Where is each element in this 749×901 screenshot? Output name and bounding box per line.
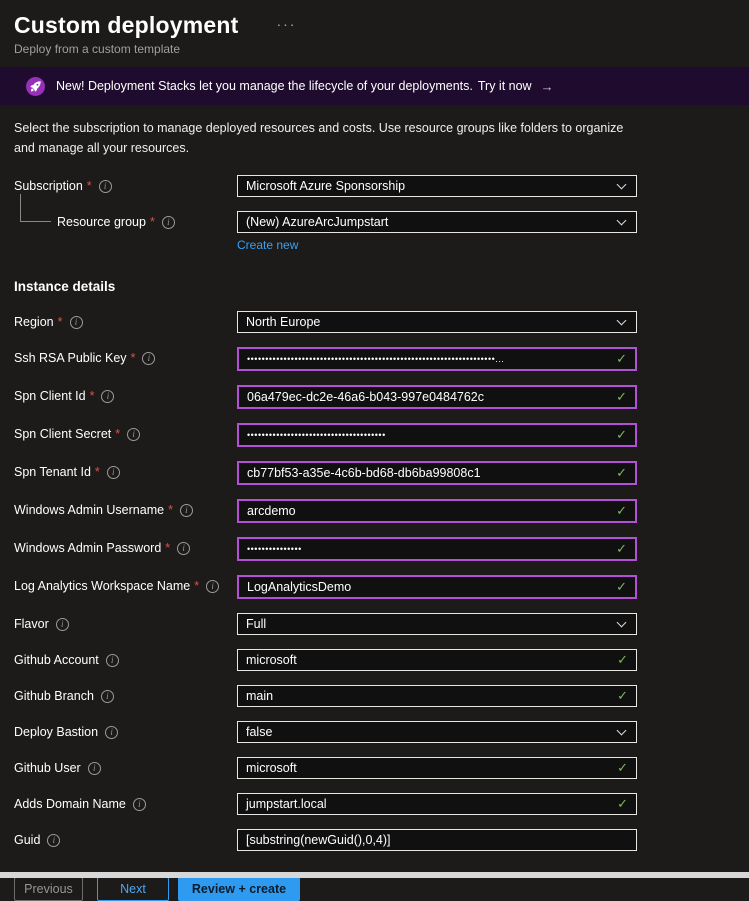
required-asterisk: * [89, 389, 95, 403]
field-control-cell [237, 757, 637, 779]
deploy-bastion-label: Deploy Bastion [14, 725, 99, 739]
chevron-down-icon [617, 315, 627, 325]
required-asterisk: * [165, 541, 171, 555]
github-user-value: microsoft [246, 761, 297, 775]
info-icon[interactable]: i [142, 352, 155, 365]
bottom-scrollbar[interactable] [0, 872, 749, 878]
banner-try-it-now-link[interactable]: Try it now [477, 79, 532, 93]
log-analytics-workspace-name-value: LogAnalyticsDemo [247, 580, 352, 594]
tree-connector [20, 194, 51, 222]
info-icon[interactable]: i [133, 798, 146, 811]
spn-client-id-value: 06a479ec-dc2e-46a6-b043-997e0484762c [247, 390, 485, 404]
field-label-cell [14, 423, 237, 445]
info-icon[interactable]: i [177, 542, 190, 555]
github-account-value: microsoft [246, 653, 297, 667]
valid-check-icon: ✓ [617, 796, 628, 811]
field-label-cell [14, 793, 237, 815]
previous-button[interactable]: Previous [14, 877, 83, 901]
required-asterisk: * [86, 179, 92, 193]
review-create-button[interactable]: Review + create [178, 877, 300, 901]
field-row-github-branch [14, 685, 735, 707]
guid-label: Guid [14, 833, 41, 847]
field-control-cell [237, 423, 637, 447]
valid-check-icon: ✓ [616, 579, 627, 594]
adds-domain-name-input[interactable] [237, 793, 637, 815]
field-row-github-user [14, 757, 735, 779]
flavor-dropdown[interactable] [237, 613, 637, 635]
ssh-rsa-public-key-value: ••••••••••••••••••••••••••••••••••••••••••••••••••••••••••••••••••••... [247, 354, 505, 364]
field-label-cell [14, 649, 237, 671]
more-options-icon[interactable]: ··· [276, 16, 297, 32]
field-control-cell [237, 613, 637, 635]
log-analytics-workspace-name-label: Log Analytics Workspace Name [14, 579, 191, 593]
required-asterisk: * [115, 427, 121, 441]
field-label-cell [14, 537, 237, 559]
info-icon[interactable]: i [70, 316, 83, 329]
next-button[interactable]: Next [97, 877, 169, 901]
field-row-github-account [14, 649, 735, 671]
github-user-label: Github User [14, 761, 81, 775]
windows-admin-username-input[interactable] [237, 499, 637, 523]
ssh-rsa-public-key-label: Ssh RSA Public Key [14, 351, 127, 365]
field-label-cell [14, 311, 237, 333]
field-row-flavor [14, 613, 735, 635]
adds-domain-name-label: Adds Domain Name [14, 797, 126, 811]
windows-admin-username-label: Windows Admin Username [14, 503, 165, 517]
info-icon[interactable]: i [88, 762, 101, 775]
field-label-cell [14, 385, 237, 407]
github-account-input[interactable] [237, 649, 637, 671]
field-row-windows-admin-password [14, 537, 735, 561]
info-icon[interactable]: i [101, 690, 114, 703]
deploy-bastion-dropdown[interactable] [237, 721, 637, 743]
windows-admin-password-value: ••••••••••••••• [247, 544, 302, 554]
info-icon[interactable]: i [107, 466, 120, 479]
valid-check-icon: ✓ [616, 503, 627, 518]
instance-details-form [14, 311, 735, 851]
deployment-stacks-banner[interactable] [0, 67, 749, 105]
resource-group-dropdown[interactable] [237, 211, 637, 233]
field-control-cell [237, 537, 637, 561]
field-label-cell [14, 575, 237, 597]
field-row-windows-admin-username [14, 499, 735, 523]
spn-tenant-id-label: Spn Tenant Id [14, 465, 91, 479]
field-row-spn-client-secret [14, 423, 735, 447]
field-control-cell [237, 347, 637, 371]
info-icon[interactable]: i [47, 834, 60, 847]
region-dropdown[interactable] [237, 311, 637, 333]
subscription-value: Microsoft Azure Sponsorship [246, 179, 406, 193]
spn-client-id-label: Spn Client Id [14, 389, 86, 403]
region-value: North Europe [246, 315, 321, 329]
chevron-down-icon [617, 215, 627, 225]
windows-admin-username-value: arcdemo [247, 504, 296, 518]
field-control-cell [237, 829, 637, 851]
valid-check-icon: ✓ [617, 688, 628, 703]
field-row-deploy-bastion [14, 721, 735, 743]
field-label-cell [14, 461, 237, 483]
required-asterisk: * [149, 215, 155, 229]
field-row-region [14, 311, 735, 333]
github-branch-input[interactable] [237, 685, 637, 707]
chevron-down-icon [617, 725, 627, 735]
field-row-log-analytics-workspace-name [14, 575, 735, 599]
required-asterisk: * [130, 351, 136, 365]
deploy-bastion-value: false [246, 725, 273, 739]
required-asterisk: * [57, 315, 63, 329]
field-label-cell [14, 499, 237, 521]
info-icon[interactable]: i [99, 180, 112, 193]
valid-check-icon: ✓ [617, 652, 628, 667]
field-row-spn-tenant-id [14, 461, 735, 485]
ssh-rsa-public-key-input[interactable] [237, 347, 637, 371]
field-control-cell [237, 461, 637, 485]
spn-client-secret-value: •••••••••••••••••••••••••••••••••••••• [247, 430, 386, 440]
spn-client-id-input[interactable] [237, 385, 637, 409]
required-asterisk: * [194, 579, 200, 593]
field-row-resource-group [14, 211, 735, 254]
wizard-footer [14, 877, 735, 901]
adds-domain-name-value: jumpstart.local [246, 797, 327, 811]
banner-text: New! Deployment Stacks let you manage the lifecycle of your deployments. [56, 79, 473, 93]
field-control-cell [237, 649, 637, 671]
github-branch-value: main [246, 689, 274, 703]
github-user-input[interactable] [237, 757, 637, 779]
spn-client-secret-input[interactable] [237, 423, 637, 447]
subscription-label: Subscription [14, 179, 83, 193]
field-control-cell [237, 685, 637, 707]
info-icon[interactable]: i [106, 654, 119, 667]
field-row-guid [14, 829, 735, 851]
valid-check-icon: ✓ [617, 760, 628, 775]
spn-tenant-id-input[interactable] [237, 461, 637, 485]
create-new-link[interactable]: Create new [237, 238, 299, 252]
log-analytics-workspace-name-input[interactable] [237, 575, 637, 599]
field-control-cell [237, 311, 637, 333]
spn-tenant-id-value: cb77bf53-a35e-4c6b-bd68-db6ba99808c1 [247, 466, 481, 480]
spn-client-secret-label: Spn Client Secret [14, 427, 112, 441]
field-control-cell [237, 575, 637, 599]
field-label-cell [14, 721, 237, 743]
chevron-down-icon [617, 617, 627, 627]
required-asterisk: * [94, 465, 100, 479]
info-icon[interactable]: i [180, 504, 193, 517]
field-label-cell [14, 347, 237, 369]
field-row-subscription [14, 175, 735, 197]
rocket-icon [26, 77, 45, 96]
page-subtitle: Deploy from a custom template [14, 42, 181, 56]
info-icon[interactable]: i [206, 580, 219, 593]
field-control-cell [237, 721, 637, 743]
intro-text: Select the subscription to manage deployed resources and costs. Use resource groups like folders to organize and manage all your resources. [14, 121, 624, 155]
resource-group-value: (New) AzureArcJumpstart [246, 215, 389, 229]
blade-header [14, 12, 735, 39]
windows-admin-password-label: Windows Admin Password [14, 541, 162, 555]
field-control-cell [237, 385, 637, 409]
field-label-cell [14, 757, 237, 779]
valid-check-icon: ✓ [616, 541, 627, 556]
field-label-cell [14, 685, 237, 707]
info-icon[interactable]: i [105, 726, 118, 739]
project-details-form [14, 175, 735, 254]
field-label-cell [14, 613, 237, 635]
field-control-cell [237, 211, 637, 254]
valid-check-icon: ✓ [616, 389, 627, 404]
flavor-value: Full [246, 617, 267, 631]
page-title: Custom deployment [14, 12, 239, 38]
region-label: Region [14, 315, 54, 329]
field-label-cell [14, 829, 237, 851]
field-control-cell [237, 793, 637, 815]
field-row-ssh-rsa-public-key [14, 347, 735, 371]
flavor-label: Flavor [14, 617, 49, 631]
github-branch-label: Github Branch [14, 689, 94, 703]
info-icon[interactable]: i [162, 216, 175, 229]
valid-check-icon: ✓ [616, 427, 627, 442]
field-control-cell [237, 499, 637, 523]
valid-check-icon: ✓ [616, 465, 627, 480]
github-account-label: Github Account [14, 653, 99, 667]
info-icon[interactable]: i [56, 618, 69, 631]
valid-check-icon: ✓ [616, 351, 627, 366]
field-row-spn-client-id [14, 385, 735, 409]
info-icon[interactable]: i [127, 428, 140, 441]
instance-details-heading: Instance details [14, 279, 116, 294]
subscription-dropdown[interactable] [237, 175, 637, 197]
arrow-right-icon: → [540, 78, 554, 94]
guid-value: [substring(newGuid(),0,4)] [246, 833, 391, 847]
field-row-adds-domain-name [14, 793, 735, 815]
resource-group-label: Resource group [57, 215, 146, 229]
info-icon[interactable]: i [101, 390, 114, 403]
chevron-down-icon [617, 179, 627, 189]
field-control-cell [237, 175, 637, 197]
windows-admin-password-input[interactable] [237, 537, 637, 561]
guid-input[interactable] [237, 829, 637, 851]
required-asterisk: * [168, 503, 173, 517]
